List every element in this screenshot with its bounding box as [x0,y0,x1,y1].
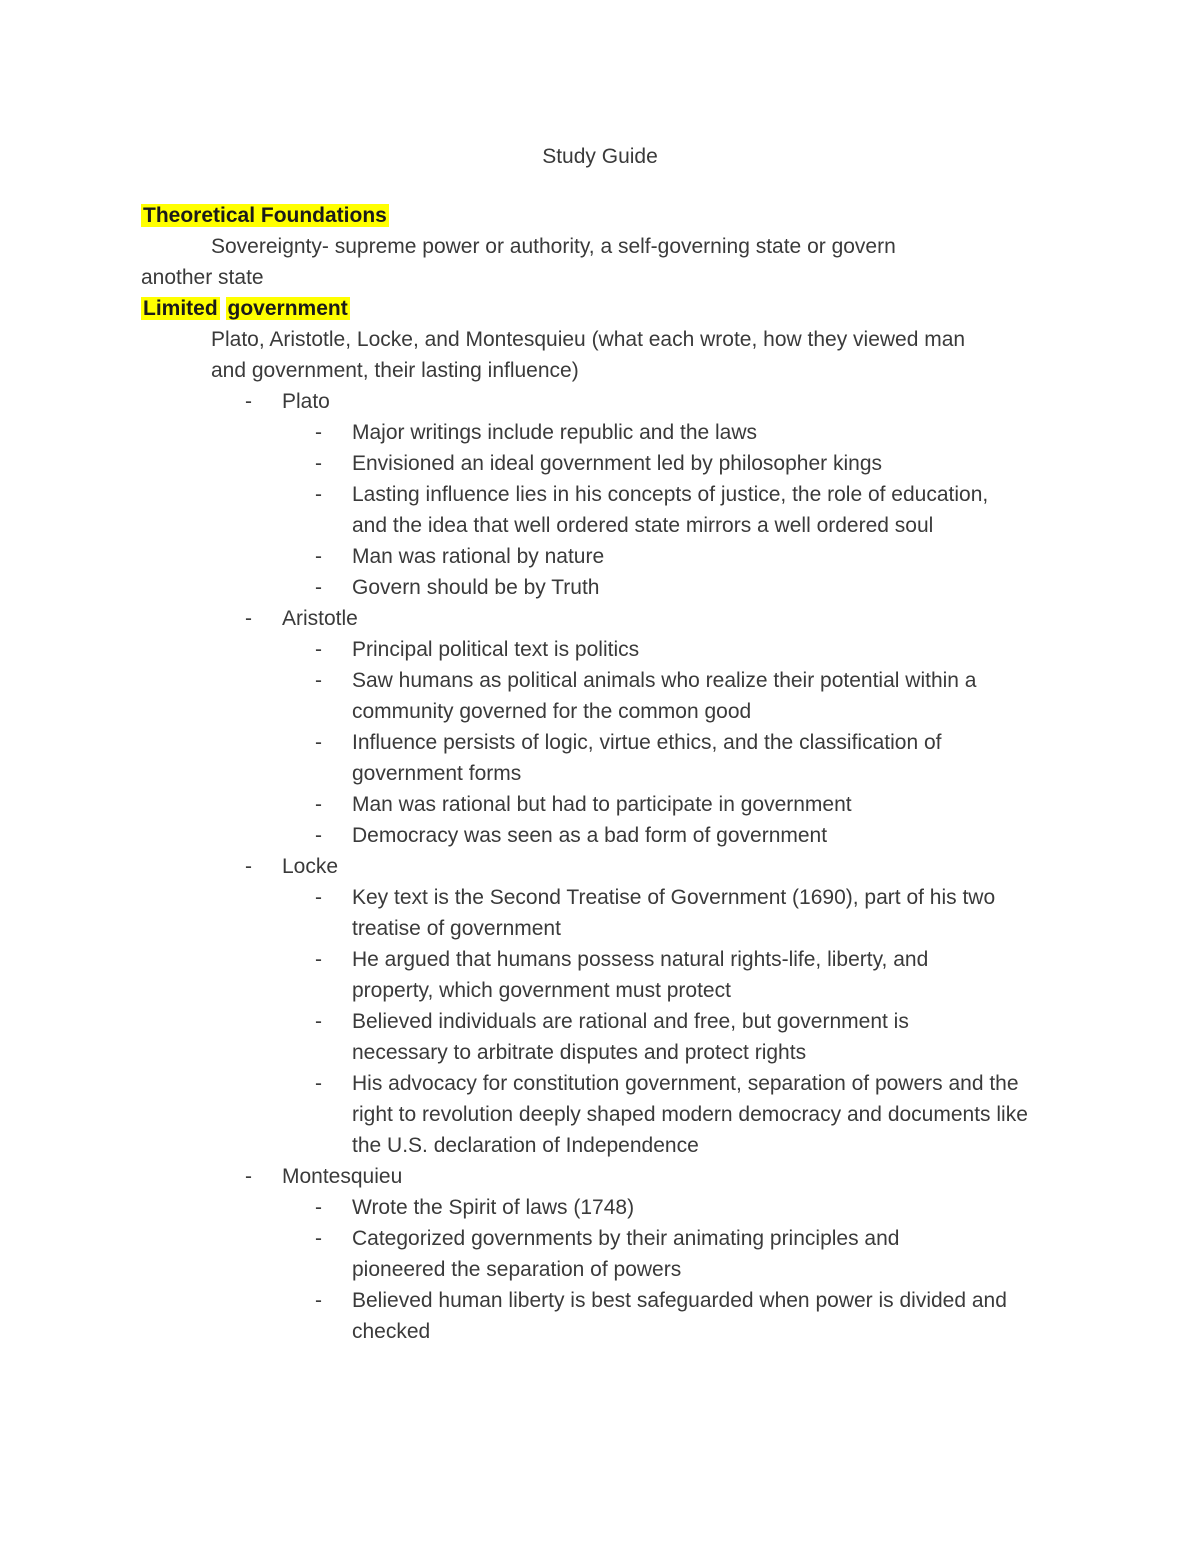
sovereignty-definition-line1: Sovereignty- supreme power or authority, a self-governing state or govern [211,235,896,258]
list-item [141,882,1061,944]
dash-bullet: - [315,1196,322,1219]
philosopher-item-aristotle [141,603,1061,634]
philosopher-item-plato [141,386,1061,417]
philosopher-item-montesquieu [141,1161,1061,1192]
list-item [141,572,1061,603]
list-item [141,1285,1061,1347]
philosopher-name: Aristotle [282,607,358,630]
section-heading-theoretical [141,200,1061,231]
bullet-text: Man was rational by nature [352,545,605,568]
list-item [141,417,1061,448]
list-item [141,634,1061,665]
philosopher-item-locke [141,851,1061,882]
dash-bullet: - [245,390,252,413]
dash-bullet: - [315,1072,322,1095]
list-item [141,448,1061,479]
list-item [141,479,1061,541]
bullet-text: Believed human liberty is best safeguarded when power is divided and checked [352,1289,1007,1343]
limited-intro-line1: Plato, Aristotle, Locke, and Montesquieu (what each wrote, how they viewed man [211,328,966,351]
highlighted-heading-word: Limited [143,297,218,320]
philosopher-list [141,386,1061,1347]
dash-bullet: - [315,1010,322,1033]
dash-bullet: - [245,607,252,630]
document-body [141,200,1061,1347]
dash-bullet: - [315,824,322,847]
bullet-text: Principal political text is politics [352,638,640,661]
bullet-text: Key text is the Second Treatise of Government (1690), part of his two treatise of government [352,886,996,940]
bullet-text: Envisioned an ideal government led by philosopher kings [352,452,883,475]
philosopher-name: Montesquieu [282,1165,403,1188]
highlighted-heading-word: government [227,297,348,320]
dash-bullet: - [315,669,322,692]
bullet-text: Believed individuals are rational and free, but government is necessary to arbitrate disputes and protect rights [352,1010,909,1064]
dash-bullet: - [315,638,322,661]
dash-bullet: - [315,452,322,475]
dash-bullet: - [315,948,322,971]
list-item [141,541,1061,572]
dash-bullet: - [315,1227,322,1250]
bullet-text: Govern should be by Truth [352,576,600,599]
limited-intro-line2: and government, their lasting influence) [211,359,579,382]
philosopher-name: Locke [282,855,339,878]
bullet-text: Man was rational but had to participate in government [352,793,852,816]
list-item [141,789,1061,820]
list-item [141,1006,1061,1068]
bullet-text: Saw humans as political animals who realize their potential within a community governed for the common good [352,669,977,723]
bullet-text: Wrote the Spirit of laws (1748) [352,1196,635,1219]
list-item [141,1223,1061,1285]
list-item [141,1192,1061,1223]
sovereignty-definition-line2: another state [141,266,264,289]
dash-bullet: - [315,421,322,444]
bullet-text: Major writings include republic and the laws [352,421,758,444]
dash-bullet: - [315,731,322,754]
list-item [141,944,1061,1006]
page-title: Study Guide [542,145,658,168]
bullet-text: Democracy was seen as a bad form of government [352,824,828,847]
section-heading-limited [141,293,1061,324]
dash-bullet: - [315,545,322,568]
dash-bullet: - [315,1289,322,1312]
list-item [141,665,1061,727]
philosopher-name: Plato [282,390,330,413]
bullet-text: Categorized governments by their animating principles and pioneered the separation of powers [352,1227,900,1281]
dash-bullet: - [315,793,322,816]
bullet-text: He argued that humans possess natural rights-life, liberty, and property, which government must protect [352,948,929,1002]
dash-bullet: - [315,483,322,506]
dash-bullet: - [245,1165,252,1188]
highlighted-heading: Theoretical Foundations [143,204,387,227]
bullet-text: His advocacy for constitution government, separation of powers and the right to revolution deeply shaped modern democracy and documents like the U.S. declaration of Independence [352,1072,1028,1157]
dash-bullet: - [245,855,252,878]
dash-bullet: - [315,576,322,599]
dash-bullet: - [315,886,322,909]
list-item [141,820,1061,851]
list-item [141,727,1061,789]
bullet-text: Lasting influence lies in his concepts of justice, the role of education, and the idea that well ordered state mirrors a well ordered soul [352,483,989,537]
list-item [141,1068,1061,1161]
bullet-text: Influence persists of logic, virtue ethics, and the classification of government forms [352,731,942,785]
